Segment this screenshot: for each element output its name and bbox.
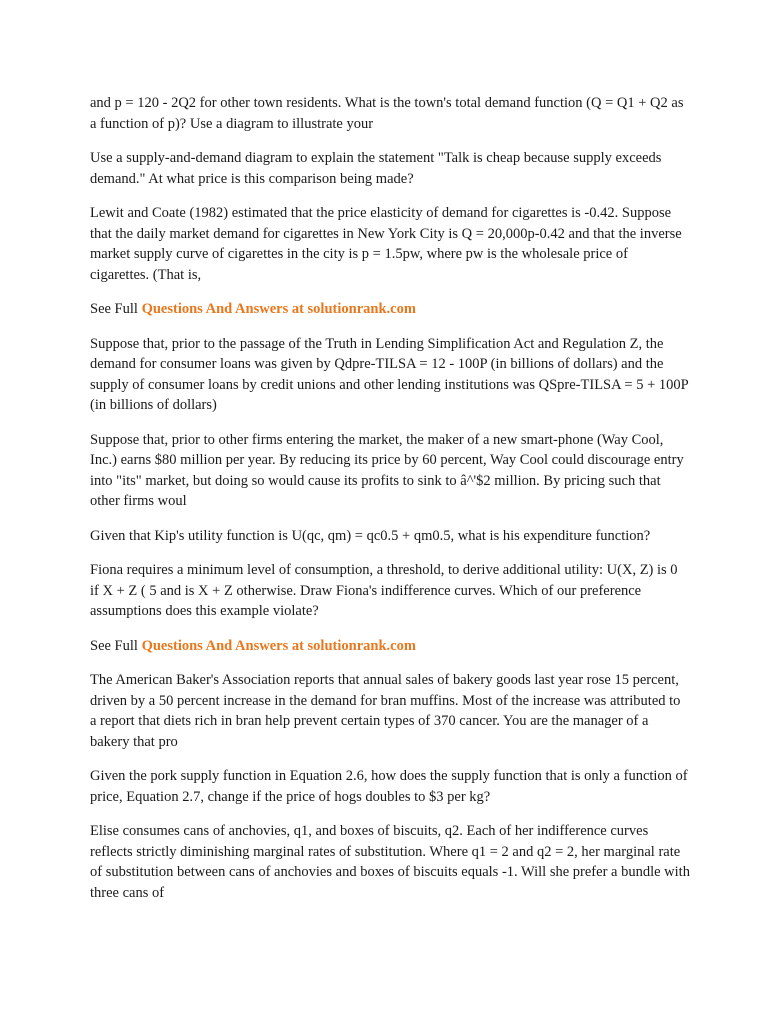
document-body [90, 93, 690, 917]
paragraph-talk-is-cheap: Use a supply-and-demand diagram to explain the statement "Talk is cheap because supply exceeds demand." At what price is this comparison being made? [90, 150, 662, 187]
see-full-line [90, 636, 690, 657]
paragraph-way-cool: Suppose that, prior to other firms entering the market, the maker of a new smart-phone (Way Cool, Inc.) earns $80 million per year. By reducing its price by 60 percent, Way Cool could discourage entry into "its" market, but doing so would cause its profits to sink to â^'$2 million. By pricing such that other firms woul [90, 431, 684, 509]
see-full-line [90, 299, 690, 320]
paragraph-consumer-loans: Suppose that, prior to the passage of the Truth in Lending Simplification Act and Regulation Z, the demand for consumer loans was given by Qdpre-TILSA = 12 - 100P (in billions of dollars) and the supply of consumer loans by credit unions and other lending institutions was QSpre-TILSA = 5 + 100P (in billions of dollars) [90, 335, 689, 413]
paragraph-pork-supply: Given the pork supply function in Equation 2.6, how does the supply function that is only a function of price, Equation 2.7, change if the price of hogs doubles to $3 per kg? [90, 768, 688, 805]
paragraph-fiona-threshold: Fiona requires a minimum level of consumption, a threshold, to derive additional utility: U(X, Z) is 0 if X + Z ( 5 and is X + Z otherwise. Draw Fiona's indifference curves. Which of our preference assumptions does this example violate? [90, 562, 678, 619]
paragraph-kip-utility: Given that Kip's utility function is U(qc, qm) = qc0.5 + qm0.5, what is his expenditure function? [90, 527, 651, 544]
solutionrank-link[interactable]: Questions And Answers at solutionrank.com [141, 301, 416, 317]
paragraph-elise-anchovies: Elise consumes cans of anchovies, q1, and boxes of biscuits, q2. Each of her indifference curves reflects strictly diminishing marginal rates of substitution. Where q1 = 2 and q2 = 2, her marginal rate of substitution between cans of anchovies and boxes of biscuits equals -1. Will she prefer a bundle with three cans of [90, 823, 690, 901]
paragraph-town-demand: and p = 120 - 2Q2 for other town residents. What is the town's total demand function (Q = Q1 + Q2 as a function of p)? Use a diagram to illustrate your [90, 95, 684, 132]
solutionrank-link[interactable]: Questions And Answers at solutionrank.com [141, 637, 416, 654]
paragraph-bakers-association: The American Baker's Association reports that annual sales of bakery goods last year rose 15 percent, driven by a 50 percent increase in the demand for bran muffins. Most of the increase was attributed to a report that diets rich in bran help prevent certain types of 370 cancer. You are the manager of a bakery that pro [90, 672, 681, 750]
see-full-prefix: See Full [90, 637, 142, 654]
paragraph-cigarette-elasticity: Lewit and Coate (1982) estimated that the price elasticity of demand for cigarettes is -0.42. Suppose that the daily market demand for cigarettes in New York City is Q = 20,000p-0.42 and that the inverse market supply curve of cigarettes in the city is p = 1.5pw, where pw is the wholesale price of cigarettes. (That is, [90, 205, 682, 283]
see-full-prefix: See Full [90, 301, 142, 317]
